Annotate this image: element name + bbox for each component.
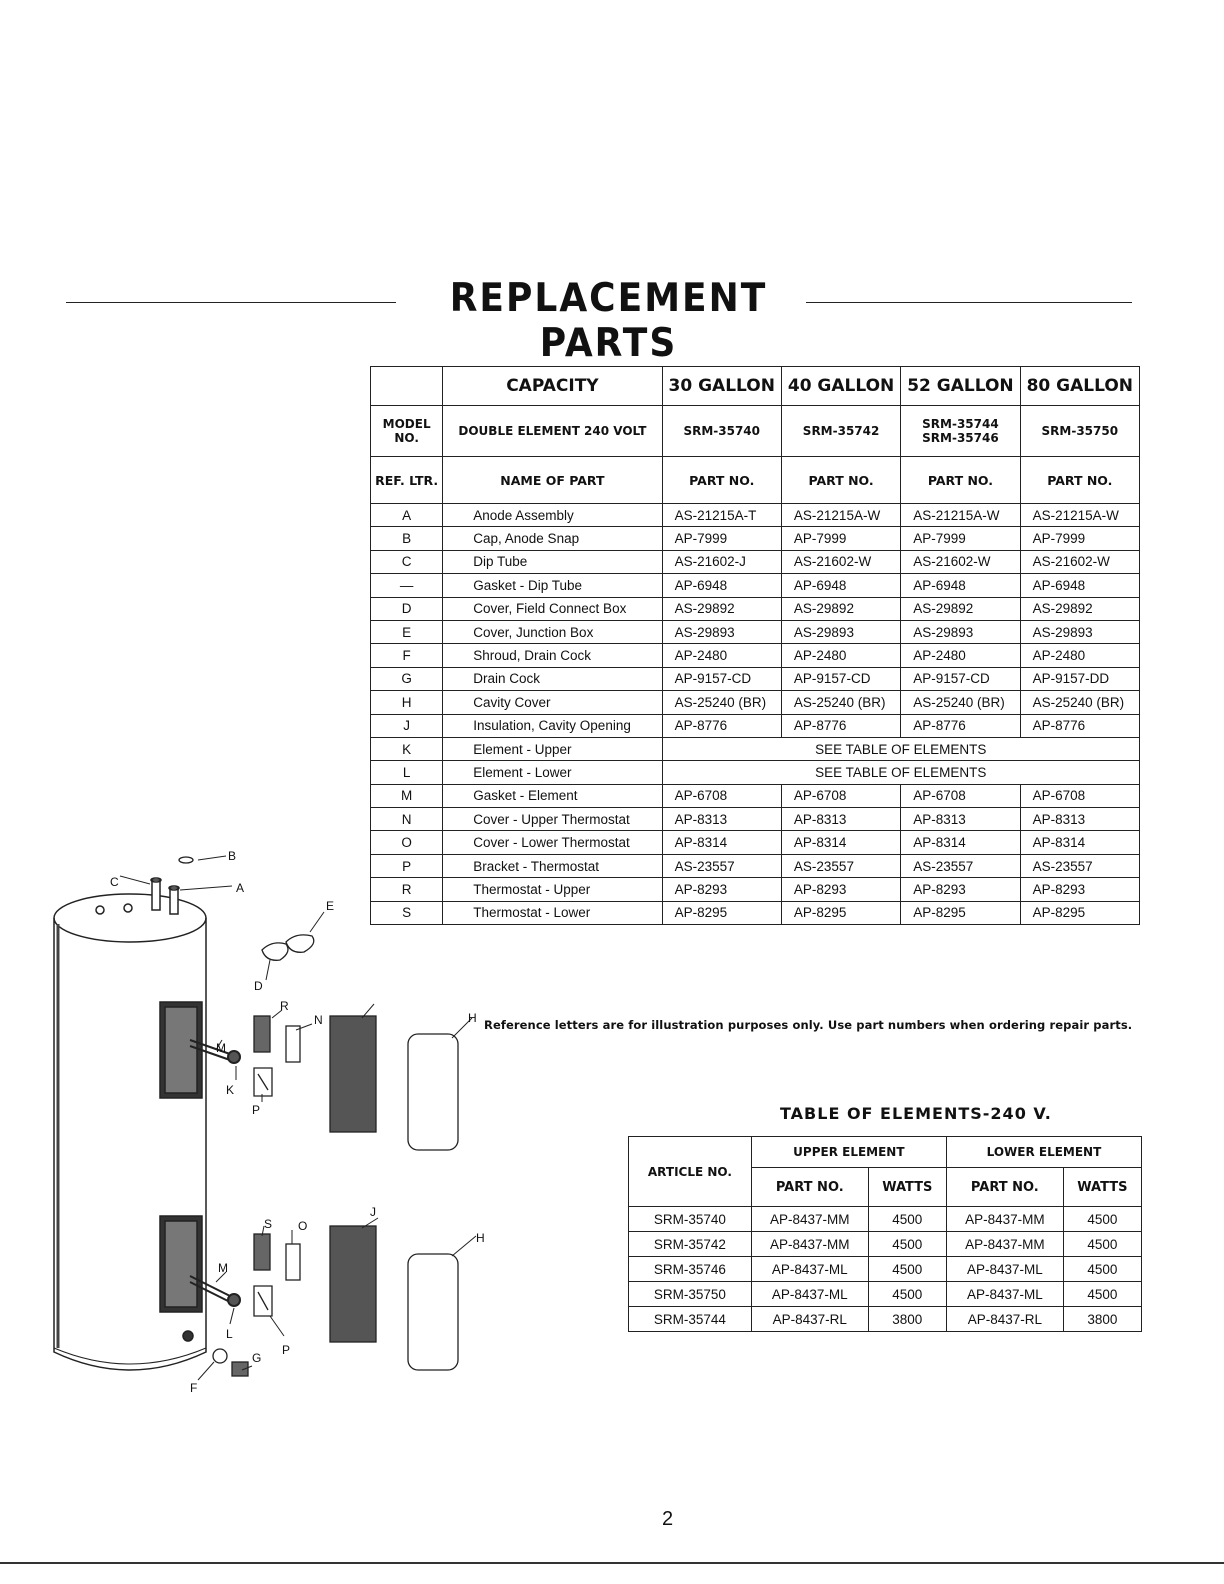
field-connect-box-cover: [262, 943, 288, 960]
part-number: AP-6708: [901, 784, 1020, 807]
article-no: SRM-35750: [629, 1282, 752, 1307]
parts-row: [371, 527, 1140, 550]
part-number: AP-8313: [901, 808, 1020, 831]
label-b: B: [228, 849, 237, 863]
ref-letter: M: [371, 784, 443, 807]
part-number: AP-6948: [901, 574, 1020, 597]
label-k: K: [226, 1083, 235, 1097]
article-no: SRM-35746: [629, 1257, 752, 1282]
lower-watts: 4500: [1063, 1207, 1141, 1232]
lower-part-no: AP-8437-MM: [946, 1207, 1063, 1232]
label-s: S: [264, 1217, 273, 1231]
ref-letter: S: [371, 901, 443, 924]
part-number: AP-8295: [901, 901, 1020, 924]
part-number: AP-8776: [1020, 714, 1139, 737]
part-name: Drain Cock: [443, 667, 662, 690]
part-number: AP-8314: [1020, 831, 1139, 854]
part-name: Cover - Lower Thermostat: [443, 831, 662, 854]
ref-letter: P: [371, 854, 443, 877]
capacity-30: 30 GALLON: [662, 367, 781, 406]
parts-row: [371, 691, 1140, 714]
label-m-upper: M: [216, 1041, 226, 1055]
label-l: L: [226, 1327, 233, 1341]
upper-element-label: UPPER ELEMENT: [751, 1137, 946, 1168]
bottom-rule: [0, 1562, 1224, 1564]
parts-row: [371, 504, 1140, 527]
part-number: AS-29893: [1020, 620, 1139, 643]
part-number: AP-8314: [662, 831, 781, 854]
part-number: AP-8776: [662, 714, 781, 737]
parts-row: [371, 620, 1140, 643]
label-o: O: [298, 1219, 308, 1233]
part-number: AP-8314: [901, 831, 1020, 854]
ref-letter: F: [371, 644, 443, 667]
label-e: E: [326, 899, 335, 913]
upper-cavity-cover: [408, 1034, 458, 1150]
part-number: AP-2480: [901, 644, 1020, 667]
label-j: J: [370, 1205, 376, 1219]
lower-part-no-label: PART NO.: [946, 1168, 1063, 1207]
part-number: AP-8776: [781, 714, 900, 737]
part-name: Cover, Junction Box: [443, 620, 662, 643]
part-number: AP-9157-DD: [1020, 667, 1139, 690]
part-name: Shroud, Drain Cock: [443, 644, 662, 667]
upper-part-no: AP-8437-ML: [751, 1257, 868, 1282]
elements-header-row: [629, 1137, 1142, 1168]
part-number: AP-8293: [1020, 878, 1139, 901]
model-label: MODEL NO.: [371, 406, 443, 457]
part-name: Cover - Upper Thermostat: [443, 808, 662, 831]
title-rule-left: [66, 302, 396, 303]
ref-letter: B: [371, 527, 443, 550]
part-number: AP-6708: [1020, 784, 1139, 807]
part-number: AP-8293: [901, 878, 1020, 901]
upper-insulation: [330, 1016, 376, 1132]
lower-watts: 3800: [1063, 1307, 1141, 1332]
part-number: AP-6948: [662, 574, 781, 597]
upper-watts: 3800: [868, 1307, 946, 1332]
part-number: AS-21215A-W: [781, 504, 900, 527]
part-number: AS-21602-W: [1020, 550, 1139, 573]
part-number: AS-23557: [781, 854, 900, 877]
part-number: AP-7999: [1020, 527, 1139, 550]
ref-letter: G: [371, 667, 443, 690]
part-name: Bracket - Thermostat: [443, 854, 662, 877]
ref-letter: A: [371, 504, 443, 527]
part-number: AS-23557: [901, 854, 1020, 877]
part-number: AP-8293: [781, 878, 900, 901]
parts-row: [371, 737, 1140, 760]
page-title: REPLACEMENT PARTS: [449, 275, 768, 367]
label-g: G: [252, 1351, 262, 1365]
elements-row: [629, 1207, 1142, 1232]
article-no: SRM-35742: [629, 1232, 752, 1257]
part-number: AS-29892: [901, 597, 1020, 620]
lower-insulation: [330, 1226, 376, 1342]
part-number: AP-8313: [662, 808, 781, 831]
model-52: SRM-35744 SRM-35746: [901, 406, 1020, 457]
anode-snap-cap: [179, 857, 193, 863]
lower-thermostat: [254, 1234, 270, 1270]
parts-row: [371, 714, 1140, 737]
elements-table-body: [629, 1207, 1142, 1332]
part-number: AP-9157-CD: [662, 667, 781, 690]
part-number: AS-29893: [781, 620, 900, 643]
article-no: SRM-35744: [629, 1307, 752, 1332]
part-number: AP-9157-CD: [901, 667, 1020, 690]
part-number: AS-21602-J: [662, 550, 781, 573]
label-m-lower: M: [218, 1261, 228, 1275]
part-name: Element - Upper: [443, 737, 662, 760]
part-name: Gasket - Element: [443, 784, 662, 807]
part-number: AS-23557: [1020, 854, 1139, 877]
part-number: AP-2480: [662, 644, 781, 667]
label-r: R: [280, 999, 289, 1013]
part-number: AS-21602-W: [901, 550, 1020, 573]
lower-part-no: AP-8437-MM: [946, 1232, 1063, 1257]
upper-watts: 4500: [868, 1282, 946, 1307]
ref-letter: K: [371, 737, 443, 760]
upper-thermostat: [254, 1016, 270, 1052]
label-p-upper: P: [252, 1103, 261, 1117]
part-name: Thermostat - Lower: [443, 901, 662, 924]
parts-row: [371, 784, 1140, 807]
article-no-label: ARTICLE NO.: [629, 1137, 752, 1207]
parts-row: [371, 597, 1140, 620]
label-p-lower: P: [282, 1343, 291, 1357]
part-number: AP-8776: [901, 714, 1020, 737]
drain-cock-shroud: [213, 1349, 227, 1363]
model-40: SRM-35742: [781, 406, 900, 457]
model-header-row: [371, 406, 1140, 457]
upper-part-no: AP-8437-ML: [751, 1282, 868, 1307]
part-name: Element - Lower: [443, 761, 662, 784]
model-80: SRM-35750: [1020, 406, 1139, 457]
part-number: AP-6708: [781, 784, 900, 807]
part-number: AP-6948: [781, 574, 900, 597]
part-name: Gasket - Dip Tube: [443, 574, 662, 597]
ref-letter: H: [371, 691, 443, 714]
label-d: D: [254, 979, 263, 993]
elements-row: [629, 1257, 1142, 1282]
label-f: F: [190, 1381, 198, 1395]
parts-row: [371, 574, 1140, 597]
label-n: N: [314, 1013, 323, 1027]
title-rule-right: [806, 302, 1132, 303]
capacity-80: 80 GALLON: [1020, 367, 1139, 406]
ref-letter: E: [371, 620, 443, 643]
parts-row: [371, 667, 1140, 690]
ref-letter: O: [371, 831, 443, 854]
part-number: AS-25240 (BR): [901, 691, 1020, 714]
part-number: AP-6708: [662, 784, 781, 807]
water-heater-exploded-diagram: [40, 840, 500, 1420]
lower-bracket: [254, 1286, 272, 1316]
model-description: DOUBLE ELEMENT 240 VOLT: [443, 406, 662, 457]
upper-watts: 4500: [868, 1257, 946, 1282]
part-header-row: [371, 457, 1140, 504]
capacity-40: 40 GALLON: [781, 367, 900, 406]
part-number: AS-25240 (BR): [662, 691, 781, 714]
water-heater-tank: [54, 878, 206, 1370]
upper-part-no: AP-8437-RL: [751, 1307, 868, 1332]
lower-part-no: AP-8437-ML: [946, 1257, 1063, 1282]
part-number: AS-25240 (BR): [1020, 691, 1139, 714]
model-30: SRM-35740: [662, 406, 781, 457]
part-number: AP-7999: [781, 527, 900, 550]
part-name: Insulation, Cavity Opening: [443, 714, 662, 737]
part-no-label: PART NO.: [1020, 457, 1139, 504]
upper-watts: 4500: [868, 1207, 946, 1232]
part-number: AS-23557: [662, 854, 781, 877]
elements-row: [629, 1282, 1142, 1307]
part-number: AP-9157-CD: [781, 667, 900, 690]
name-of-part-label: NAME OF PART: [443, 457, 662, 504]
upper-thermostat-cover: [286, 1026, 300, 1062]
capacity-52: 52 GALLON: [901, 367, 1020, 406]
upper-part-no: AP-8437-MM: [751, 1207, 868, 1232]
part-number: AS-21215A-W: [1020, 504, 1139, 527]
capacity-header-row: [371, 367, 1140, 406]
upper-part-no: AP-8437-MM: [751, 1232, 868, 1257]
article-no: SRM-35740: [629, 1207, 752, 1232]
ref-letter: J: [371, 714, 443, 737]
part-name: Anode Assembly: [443, 504, 662, 527]
lower-part-no: AP-8437-RL: [946, 1307, 1063, 1332]
part-number: AP-8295: [781, 901, 900, 924]
part-number: AP-7999: [662, 527, 781, 550]
part-number: AP-8314: [781, 831, 900, 854]
lower-watts: 4500: [1063, 1282, 1141, 1307]
part-number: AS-21215A-T: [662, 504, 781, 527]
part-number: AS-21602-W: [781, 550, 900, 573]
lower-watts-label: WATTS: [1063, 1168, 1141, 1207]
ref-letter: D: [371, 597, 443, 620]
upper-watts: 4500: [868, 1232, 946, 1257]
part-number: AP-8295: [662, 901, 781, 924]
title-row: [66, 275, 1132, 367]
ref-letter-label: REF. LTR.: [371, 457, 443, 504]
parts-row: [371, 761, 1140, 784]
junction-box-cover: [286, 935, 314, 952]
part-number: AS-29893: [901, 620, 1020, 643]
reference-note: Reference letters are for illustration purposes only. Use part numbers when ordering repair parts.: [484, 1018, 1133, 1032]
part-number: AS-29892: [781, 597, 900, 620]
part-number: AS-29892: [1020, 597, 1139, 620]
page-number: 2: [662, 1508, 674, 1530]
ref-letter: R: [371, 878, 443, 901]
part-number: AS-29893: [662, 620, 781, 643]
ref-letter: N: [371, 808, 443, 831]
parts-row: [371, 644, 1140, 667]
lower-watts: 4500: [1063, 1257, 1141, 1282]
capacity-header: CAPACITY: [443, 367, 662, 406]
part-name: Cover, Field Connect Box: [443, 597, 662, 620]
elements-row: [629, 1307, 1142, 1332]
part-name: Cap, Anode Snap: [443, 527, 662, 550]
parts-row: [371, 808, 1140, 831]
part-number: AP-8313: [1020, 808, 1139, 831]
parts-row: [371, 550, 1140, 573]
label-c: C: [110, 875, 119, 889]
part-number: AP-7999: [901, 527, 1020, 550]
see-table-note: SEE TABLE OF ELEMENTS: [662, 737, 1139, 760]
see-table-note: SEE TABLE OF ELEMENTS: [662, 761, 1139, 784]
part-number: AS-29892: [662, 597, 781, 620]
elements-row: [629, 1232, 1142, 1257]
part-no-label: PART NO.: [781, 457, 900, 504]
label-a: A: [236, 881, 245, 895]
ref-letter: L: [371, 761, 443, 784]
upper-part-no-label: PART NO.: [751, 1168, 868, 1207]
part-number: AP-2480: [1020, 644, 1139, 667]
part-number: AS-21215A-W: [901, 504, 1020, 527]
upper-watts-label: WATTS: [868, 1168, 946, 1207]
blank-header-cell: [371, 367, 443, 406]
part-number: AS-25240 (BR): [781, 691, 900, 714]
part-number: AP-8293: [662, 878, 781, 901]
upper-bracket: [254, 1068, 272, 1096]
part-number: AP-2480: [781, 644, 900, 667]
part-name: Dip Tube: [443, 550, 662, 573]
part-name: Cavity Cover: [443, 691, 662, 714]
label-h-lower: H: [476, 1231, 485, 1245]
lower-cavity-cover: [408, 1254, 458, 1370]
part-no-label: PART NO.: [901, 457, 1020, 504]
elements-table: [628, 1136, 1142, 1332]
part-name: Thermostat - Upper: [443, 878, 662, 901]
part-number: AP-6948: [1020, 574, 1139, 597]
lower-watts: 4500: [1063, 1232, 1141, 1257]
ref-letter: —: [371, 574, 443, 597]
lower-thermostat-cover: [286, 1244, 300, 1280]
lower-element-label: LOWER ELEMENT: [946, 1137, 1141, 1168]
ref-letter: C: [371, 550, 443, 573]
lower-part-no: AP-8437-ML: [946, 1282, 1063, 1307]
label-h-upper: H: [468, 1011, 477, 1025]
elements-table-title: TABLE OF ELEMENTS-240 V.: [780, 1104, 1052, 1123]
part-number: AP-8313: [781, 808, 900, 831]
part-number: AP-8295: [1020, 901, 1139, 924]
part-no-label: PART NO.: [662, 457, 781, 504]
